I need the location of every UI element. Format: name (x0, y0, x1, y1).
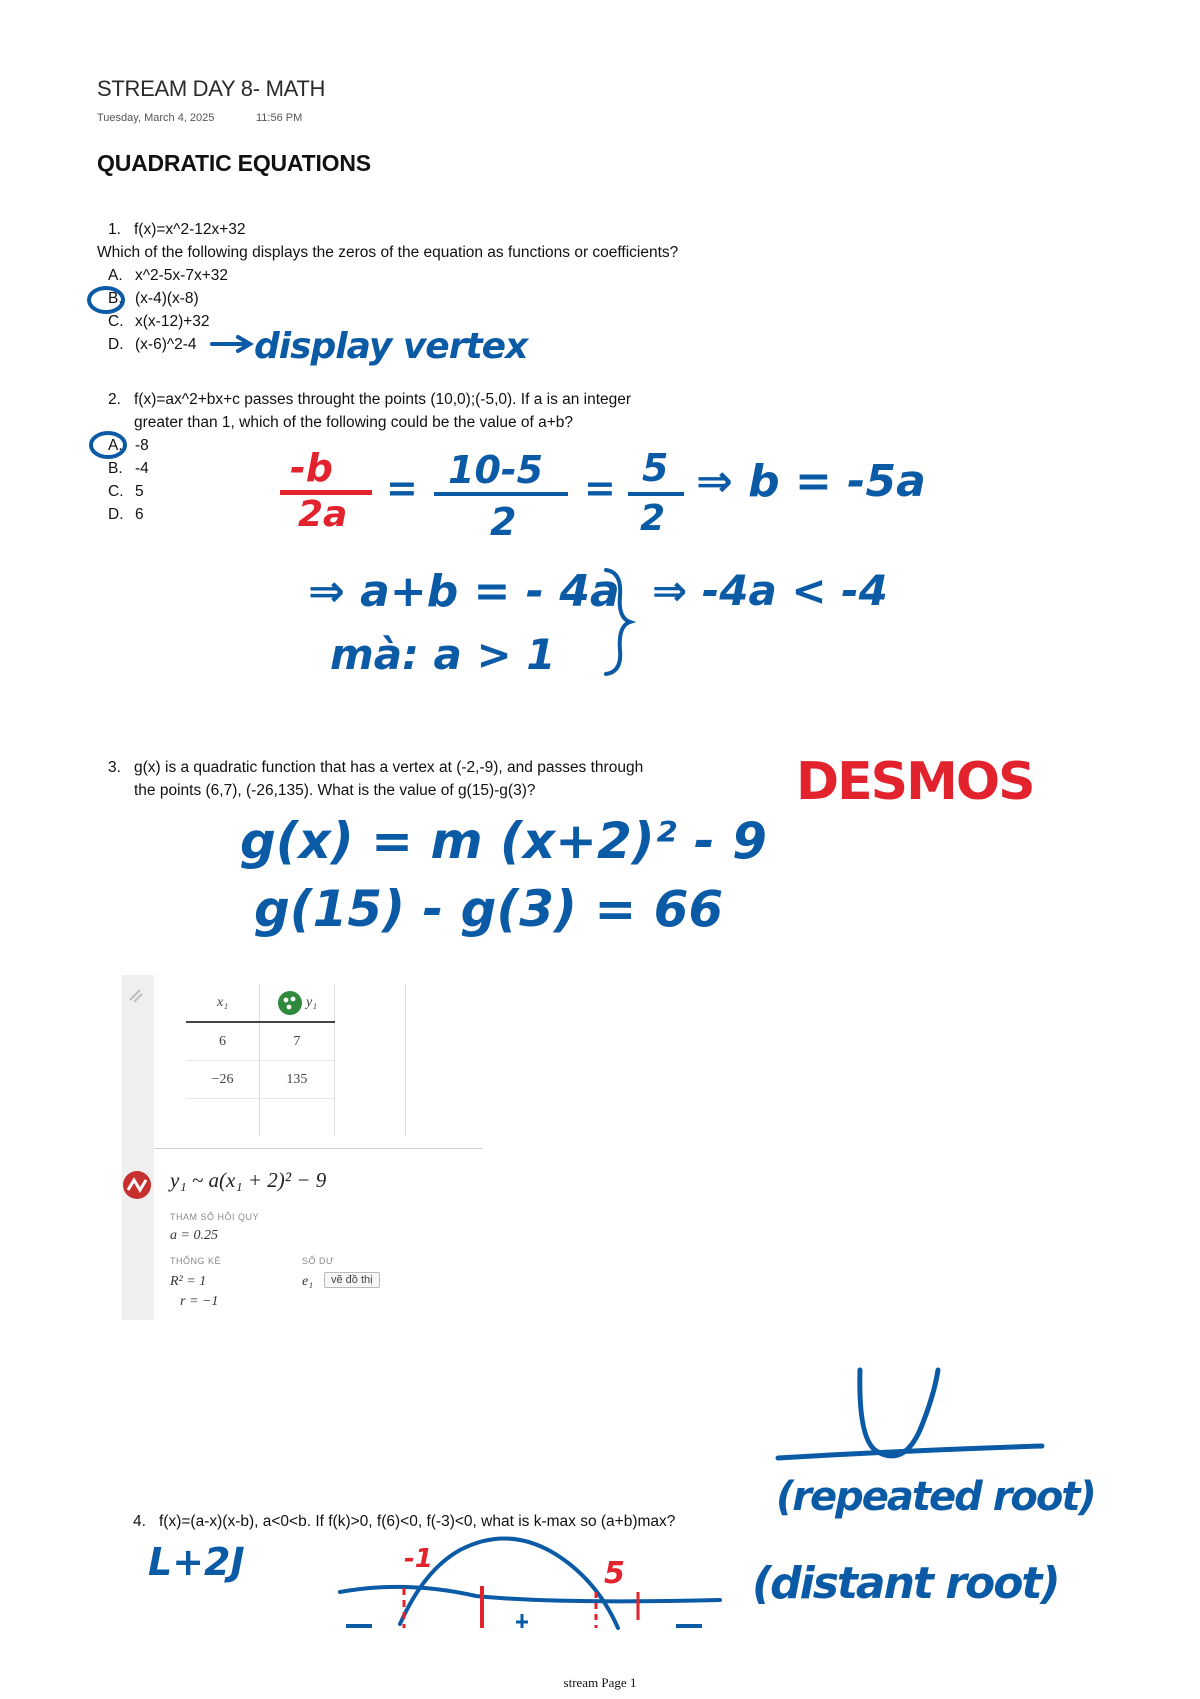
q2-frac2-num: 10-5 (448, 448, 544, 492)
q2-frac3-den: 2 (640, 498, 666, 539)
q2-answer-circle (86, 429, 134, 463)
q3-work-line2: g(15) - g(3) = 66 (254, 880, 724, 938)
q2-frac3-num: 5 (642, 446, 669, 490)
q2-option-a: A. -8 (108, 437, 149, 454)
section-heading: QUADRATIC EQUATIONS (97, 150, 371, 176)
q4-parabola-sketch (336, 1530, 726, 1630)
q3-number: 3. (108, 759, 121, 776)
q2-result: ⇒ b = -5a (696, 456, 926, 507)
q2-frac1-den: 2a (298, 494, 348, 535)
desmos-r2: R² = 1 (170, 1274, 207, 1289)
q4-number: 4. (133, 1513, 146, 1530)
q3-work-line1: g(x) = m (x+2)² - 9 (240, 812, 767, 870)
table-header-y: y₁ (260, 984, 335, 1022)
q2-option-d: D. 6 (108, 506, 144, 523)
q1-question: Which of the following displays the zeros of the equation as functions or coefficients? (97, 244, 679, 261)
q2-work-line3: mà: a > 1 (330, 630, 556, 679)
page-title: STREAM DAY 8- MATH (97, 76, 326, 101)
q2-option-b: B. -4 (108, 460, 149, 477)
q4-margin-note: L+2J (148, 1540, 245, 1584)
q1-stem (108, 218, 246, 241)
desmos-table (186, 984, 406, 1136)
q1-function: f(x)=x^2-12x+32 (134, 221, 246, 238)
q2-brace (600, 566, 640, 678)
desmos-residual-label: SỐ DƯ (302, 1256, 335, 1266)
q1-arrow (210, 334, 254, 354)
table-row: −26 135 (186, 1061, 406, 1099)
q1-option-a: A. x^2-5x-7x+32 (108, 267, 228, 284)
page-date: Tuesday, March 4, 2025 (97, 112, 215, 124)
q1-option-b: B. (x-4)(x-8) (108, 290, 199, 307)
page-time: 11:56 PM (256, 112, 303, 124)
desmos-drag-icon[interactable] (126, 986, 146, 1006)
table-row: 6 7 (186, 1022, 406, 1061)
q4-repeated-root-note: (repeated root) (776, 1474, 1095, 1520)
q4-stem: 4. f(x)=(a-x)(x-b), a<0<b. If f(k)>0, f(6)<0, f(-3)<0, what is k-max so (a+b)max? (133, 1510, 675, 1533)
q1-option-d: D. (x-6)^2-4 (108, 336, 197, 353)
q2-frac2-den: 2 (490, 500, 517, 544)
q2-equals-2: = (584, 466, 616, 510)
desmos-param-a: a = 0.25 (170, 1228, 218, 1243)
q4-mark-right: 5 (604, 1556, 625, 1591)
q1-answer-circle (84, 284, 134, 318)
desmos-residual-var: e₁ (302, 1274, 314, 1289)
q2-option-c: C. 5 (108, 483, 144, 500)
q1-number: 1. (108, 221, 121, 238)
q2-stem-line1: 2. f(x)=ax^2+bx+c passes throught the points (10,0);(-5,0). If a is an integer (108, 388, 631, 411)
q2-frac3-bar (628, 492, 684, 496)
q3-stem-line2: the points (6,7), (-26,135). What is the value of g(15)-g(3)? (134, 782, 536, 799)
desmos-params-label: THAM SỐ HỒI QUY (170, 1212, 260, 1222)
desmos-stats-label: THỐNG KÊ (170, 1256, 222, 1266)
desmos-separator (154, 1148, 482, 1149)
q4-distant-root-note: (distant root) (752, 1558, 1059, 1609)
desmos-regression-equation[interactable]: y₁ ~ a(x₁ + 2)² − 9 (170, 1168, 327, 1192)
desmos-regression-icon[interactable] (122, 1170, 152, 1200)
desmos-r: r = −1 (180, 1294, 219, 1309)
desmos-gutter (122, 975, 154, 1320)
q3-desmos-note: DESMOS (796, 752, 1034, 812)
desmos-points-icon[interactable] (277, 990, 303, 1016)
q2-frac2-bar (434, 492, 568, 496)
q2-equals-1: = (386, 466, 418, 510)
repeated-root-sketch (774, 1366, 1050, 1476)
q2-number: 2. (108, 391, 121, 408)
page-footer: stream Page 1 (563, 1675, 637, 1690)
q1-handwritten-note: display vertex (254, 326, 528, 367)
q2-frac1-num: -b (290, 446, 333, 490)
table-header-x: x₁ (186, 984, 260, 1022)
q1-option-c: C. x(x-12)+32 (108, 313, 210, 330)
q2-stem-line2: greater than 1, which of the following could be the value of a+b? (134, 414, 574, 431)
q3-stem-line1: 3. g(x) is a quadratic function that has a vertex at (-2,-9), and passes through (108, 756, 643, 779)
q2-work-line2: ⇒ a+b = - 4a (308, 566, 620, 617)
q4-mark-left: -1 (404, 1544, 433, 1574)
q2-conclusion: ⇒ -4a < -4 (652, 566, 888, 615)
desmos-plot-button[interactable]: vẽ đồ thị (324, 1272, 380, 1288)
